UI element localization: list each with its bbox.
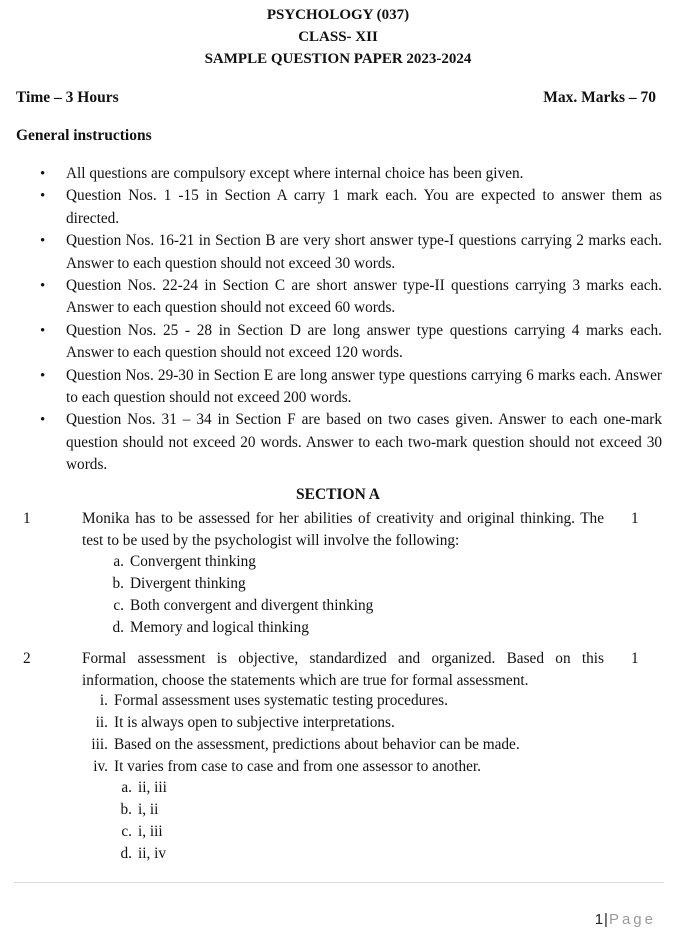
option-item (114, 821, 167, 843)
option-text: i, ii (138, 801, 159, 818)
option-item (106, 595, 373, 617)
option-label: c. (113, 597, 124, 614)
footer-divider (14, 882, 664, 883)
statement-label: iii. (91, 736, 108, 753)
page-word: Page (608, 911, 656, 928)
instruction-item: • Question Nos. 31 – 34 in Section F are based on two cases given. Answer to each one-mark question should not exceed 20 words. Answer to each two-mark question should not exceed 30 words. (40, 409, 662, 476)
statement-text: Based on the assessment, predictions about behavior can be made. (114, 736, 520, 753)
question-marks: 1 (631, 650, 639, 667)
question-1-options (106, 551, 373, 639)
option-text: Divergent thinking (130, 575, 246, 592)
page-number: 1 (594, 911, 605, 928)
option-text: Both convergent and divergent thinking (130, 597, 374, 614)
question-text: Formal assessment is objective, standardized and organized. Based on this information, choose the statements which are true for formal assessment. (82, 650, 604, 689)
instruction-item: • Question Nos. 16-21 in Section B are very short answer type-I questions carrying 2 marks each. Answer to each question should not exceed 30 words. (40, 230, 662, 275)
question-2-options (114, 777, 167, 865)
option-item (106, 551, 373, 573)
option-item (106, 573, 373, 595)
option-item (106, 617, 373, 639)
option-text: Convergent thinking (130, 553, 256, 570)
statement-label: iv. (93, 758, 108, 775)
instructions-heading: General instructions (16, 127, 152, 144)
instruction-item: • Question Nos. 29-30 in Section E are long answer type questions carrying 6 marks each. Answer to each question should not exceed 200 words. (40, 365, 662, 410)
option-text: ii, iv (138, 845, 167, 862)
option-text: ii, iii (138, 779, 167, 796)
instruction-item: • Question Nos. 22-24 in Section C are short answer type-II questions carrying 3 marks each. Answer to each question should not exceed 60 words. (40, 275, 662, 320)
option-item (114, 777, 167, 799)
statement-item (82, 712, 520, 734)
footer-separator: | (604, 911, 609, 928)
option-item (114, 843, 167, 865)
statement-label: i. (99, 692, 108, 709)
question-number: 2 (23, 650, 31, 667)
statement-text: Formal assessment uses systematic testing procedures. (114, 692, 448, 709)
statement-text: It varies from case to case and from one assessor to another. (114, 758, 481, 775)
statement-text: It is always open to subjective interpretations. (114, 714, 395, 731)
subject-title: PSYCHOLOGY (037) (266, 7, 410, 23)
option-label: d. (120, 845, 132, 862)
statement-item (82, 734, 520, 756)
option-label: b. (120, 801, 132, 818)
option-text: i, iii (138, 823, 163, 840)
question-text: Monika has to be assessed for her abilities of creativity and original thinking. The test to be used by the psychologist will involve the following: (82, 510, 604, 549)
question-marks: 1 (631, 510, 639, 527)
question-2-statements (82, 690, 520, 778)
statement-item (82, 756, 520, 778)
instruction-item: • All questions are compulsory except where internal choice has been given. (40, 163, 662, 185)
option-label: a. (113, 553, 124, 570)
max-marks: Max. Marks – 70 (543, 89, 656, 106)
page-footer (595, 911, 656, 928)
instruction-item: • Question Nos. 25 - 28 in Section D are long answer type questions carrying 4 marks each. Answer to each question should not exceed 120 words. (40, 320, 662, 365)
class-title: CLASS- XII (298, 29, 378, 45)
option-label: b. (112, 575, 124, 592)
option-label: d. (112, 619, 124, 636)
statement-label: ii. (95, 714, 108, 731)
time-allowed: Time – 3 Hours (16, 89, 119, 106)
section-heading: SECTION A (296, 486, 380, 503)
statement-item (82, 690, 520, 712)
option-label: a. (121, 779, 132, 796)
instructions-list (40, 163, 662, 477)
question-number: 1 (23, 510, 31, 527)
paper-title: SAMPLE QUESTION PAPER 2023-2024 (204, 51, 472, 67)
option-item (114, 799, 167, 821)
instruction-item: • Question Nos. 1 -15 in Section A carry 1 mark each. You are expected to answer them as directed. (40, 185, 662, 230)
option-label: c. (121, 823, 132, 840)
option-text: Memory and logical thinking (130, 619, 309, 636)
